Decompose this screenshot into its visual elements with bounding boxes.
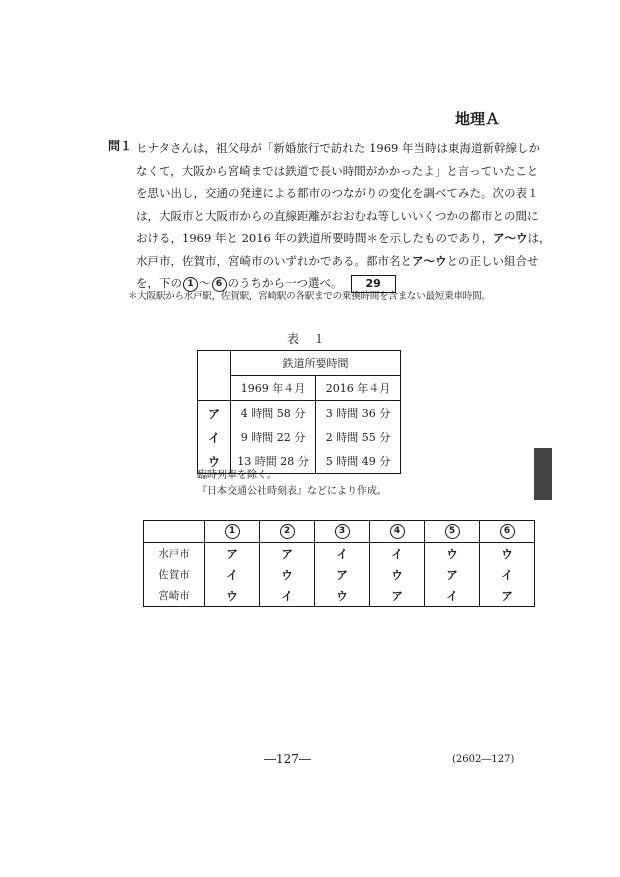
question-line: ヒナタさんは，祖父母が「新婚旅行で訪れた 1969 年当時は東海道新幹線しか xyxy=(136,141,540,155)
question-line: なくて，大阪から宮崎までは鉄道で長い時間がかかったよ」と言っていたこと xyxy=(136,163,539,178)
bold-choices: ア～ウ xyxy=(493,231,528,245)
question-text: との正しい組合せ xyxy=(446,253,539,268)
row-label: イ xyxy=(198,425,231,449)
table-cell: ア xyxy=(205,543,260,565)
option-header xyxy=(260,521,315,543)
table-cell: 13 時間 28 分 xyxy=(231,449,316,474)
question-line: を思い出し，交通の発達による都市のつながりの変化を調べてみた。次の表１ xyxy=(136,186,539,200)
choice-number-icon: 1 xyxy=(225,524,240,539)
question-text: は， xyxy=(527,231,551,245)
row-label: ア xyxy=(198,401,231,426)
choice-number-icon: 1 xyxy=(183,277,198,292)
answer-number-box: 29 xyxy=(351,275,396,293)
table-cell: 3 時間 36 分 xyxy=(316,401,401,426)
table-cell: イ xyxy=(205,564,260,585)
table-cell: イ xyxy=(315,543,370,565)
table-cell: ア xyxy=(480,585,535,607)
table-cell: イ xyxy=(370,543,425,565)
question-text: 水戸市，佐賀市，宮崎市のいずれかである。都市名と xyxy=(136,253,412,268)
page-number: ―127― xyxy=(264,752,311,766)
city-label: 水戸市 xyxy=(144,543,205,565)
choice-number-icon: 5 xyxy=(445,524,460,539)
answer-choices-table xyxy=(143,520,535,607)
option-header xyxy=(480,521,535,543)
table-cell: 4 時間 58 分 xyxy=(231,401,316,426)
table-title: 表１ xyxy=(287,332,340,346)
city-label: 宮崎市 xyxy=(144,585,205,607)
table-cell: ウ xyxy=(315,585,370,607)
index-tab-mark xyxy=(534,448,552,500)
footnote: ＊大阪駅から水戸駅，佐賀駅，宮崎駅の各駅までの乗換時間を含まない最短乗車時間。 xyxy=(128,291,491,302)
city-label: 佐賀市 xyxy=(144,564,205,585)
question-text: のうちから一つ選べ。 xyxy=(227,276,343,290)
table-cell: ウ xyxy=(370,564,425,585)
question-text: おける，1969 年と 2016 年の鉄道所要時間＊を示したものであり， xyxy=(136,231,493,245)
table-cell: イ xyxy=(480,564,535,585)
travel-time-table xyxy=(197,350,401,474)
row-label: ウ xyxy=(198,449,231,474)
table-cell: ア xyxy=(370,585,425,607)
option-header xyxy=(425,521,480,543)
table-header: 鉄道所要時間 xyxy=(231,351,401,376)
option-header xyxy=(205,521,260,543)
bold-choices: ア～ウ xyxy=(412,253,447,268)
question-label: 問１ xyxy=(108,139,133,153)
table-cell: ウ xyxy=(205,585,260,607)
option-header xyxy=(370,521,425,543)
table-cell: イ xyxy=(260,585,315,607)
table-cell: ア xyxy=(260,543,315,565)
table-corner xyxy=(144,521,205,543)
table-cell: イ xyxy=(425,585,480,607)
question-line xyxy=(136,227,551,250)
question-line xyxy=(136,250,539,273)
table-notes xyxy=(197,468,387,500)
table-cell: 5 時間 49 分 xyxy=(316,449,401,474)
question-text: を，下の xyxy=(136,276,182,290)
table-cell: ウ xyxy=(425,543,480,565)
table-cell: 2 時間 55 分 xyxy=(316,425,401,449)
choice-number-icon: 3 xyxy=(335,524,350,539)
table-note: 臨時列車を除く。 xyxy=(197,470,277,481)
column-header: 2016 年４月 xyxy=(316,376,401,401)
column-header: 1969 年４月 xyxy=(231,376,316,401)
subject-title: 地理Ａ xyxy=(454,110,500,128)
table-cell: ウ xyxy=(480,543,535,565)
table-note: 『日本交通公社時刻表』などにより作成。 xyxy=(197,486,387,497)
option-header xyxy=(315,521,370,543)
table-cell: ア xyxy=(425,564,480,585)
table-corner xyxy=(198,351,231,401)
question-line: は，大阪市と大阪市からの直線距離がおおむね等しいいくつかの都市との間に xyxy=(136,208,539,223)
table-cell: 9 時間 22 分 xyxy=(231,425,316,449)
question-text: ～ xyxy=(199,276,211,290)
choice-number-icon: 2 xyxy=(280,524,295,539)
choice-number-icon: 6 xyxy=(500,524,515,539)
choice-number-icon: 6 xyxy=(212,277,227,292)
question-body xyxy=(136,137,551,295)
page-code: (2602―127) xyxy=(452,754,515,765)
table-cell: ウ xyxy=(260,564,315,585)
table-cell: ア xyxy=(315,564,370,585)
choice-number-icon: 4 xyxy=(390,524,405,539)
